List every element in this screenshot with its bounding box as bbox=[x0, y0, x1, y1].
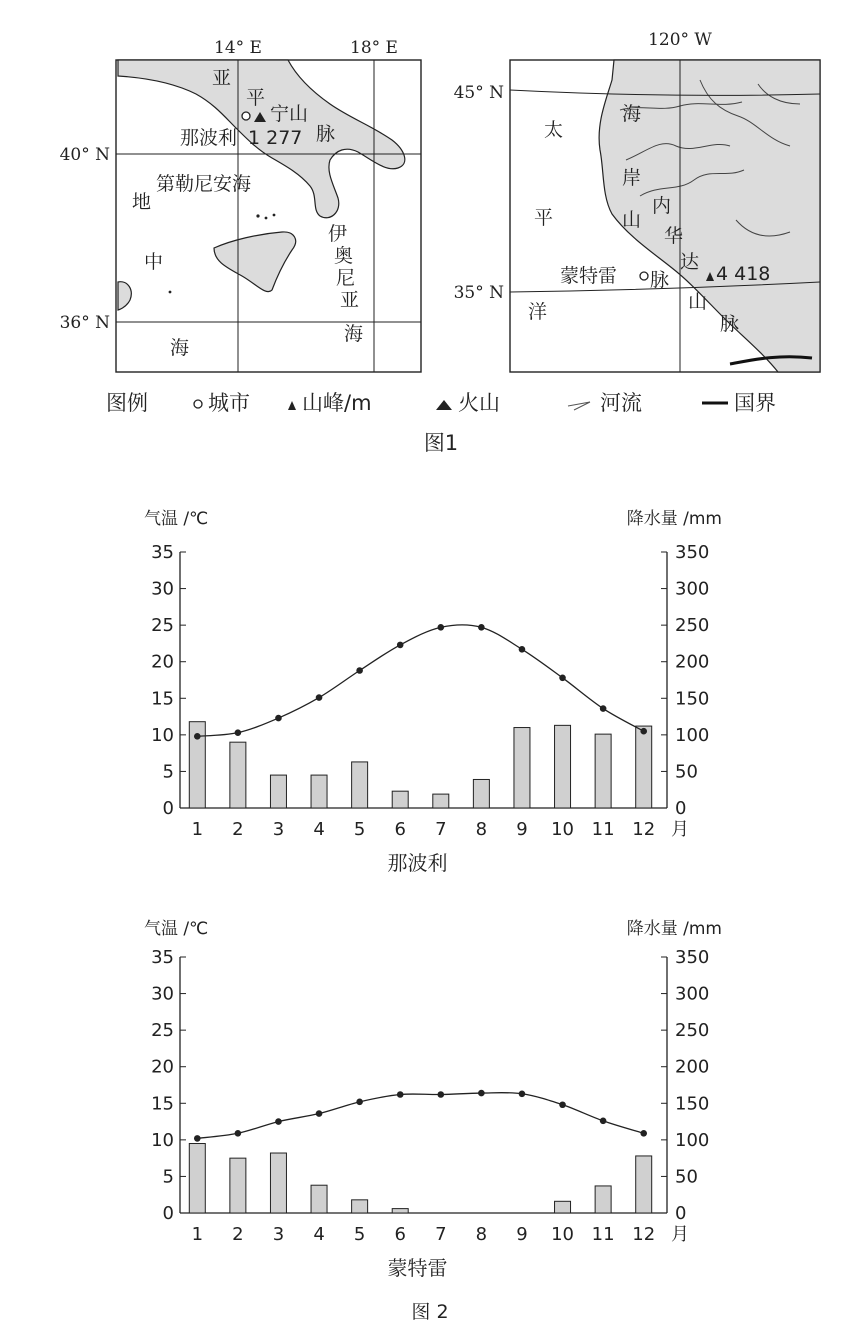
temperature-point bbox=[640, 728, 647, 735]
label-pacific-3: 洋 bbox=[528, 301, 548, 323]
label-apennines-3: 宁山 bbox=[270, 103, 309, 125]
chart-title: 那波利 bbox=[387, 851, 448, 875]
y-right-tick-label: 300 bbox=[675, 578, 710, 600]
x-tick-label: 10 bbox=[551, 1224, 574, 1245]
label-ionian-5: 海 bbox=[344, 323, 364, 345]
y-left-tick-label: 30 bbox=[151, 578, 174, 600]
x-tick-label: 1 bbox=[191, 1224, 204, 1245]
temperature-point bbox=[559, 675, 566, 682]
city-marker-monterey bbox=[640, 272, 648, 280]
temperature-point bbox=[275, 715, 282, 722]
y-right-tick-label: 300 bbox=[675, 983, 710, 1005]
temperature-line bbox=[197, 1093, 643, 1139]
island-dot bbox=[273, 214, 276, 217]
city-marker-naples bbox=[242, 112, 250, 120]
x-tick-label: 6 bbox=[394, 1224, 406, 1245]
temperature-point bbox=[640, 1130, 647, 1137]
map-italy bbox=[60, 38, 421, 372]
legend-border: 国界 bbox=[734, 391, 776, 415]
x-unit-label: 月 bbox=[671, 819, 689, 840]
y-left-tick-label: 20 bbox=[151, 1056, 174, 1078]
legend-peak-icon bbox=[288, 401, 296, 410]
lon-label-18e: 18° E bbox=[350, 38, 398, 58]
y-left-tick-label: 25 bbox=[151, 615, 174, 637]
label-pacific-2: 平 bbox=[534, 207, 554, 229]
chart-title: 蒙特雷 bbox=[387, 1256, 448, 1280]
label-apennines-2: 平 bbox=[246, 87, 266, 109]
y-left-tick-label: 30 bbox=[151, 983, 174, 1005]
x-unit-label: 月 bbox=[671, 1224, 689, 1245]
y-left-tick-label: 15 bbox=[151, 1093, 174, 1115]
label-ionian-3: 尼 bbox=[336, 267, 356, 289]
y-left-tick-label: 0 bbox=[162, 1203, 174, 1224]
legend-city: 城市 bbox=[208, 391, 250, 415]
label-coast-range-2: 岸 bbox=[622, 167, 642, 189]
temperature-point bbox=[235, 729, 242, 736]
legend-volcano-icon bbox=[436, 400, 452, 410]
temperature-point bbox=[397, 642, 404, 649]
y-left-tick-label: 25 bbox=[151, 1020, 174, 1042]
precip-bar bbox=[473, 779, 489, 808]
y-left-tick-label: 35 bbox=[151, 947, 174, 968]
y-right-tick-label: 250 bbox=[675, 615, 710, 637]
temperature-point bbox=[519, 1090, 526, 1097]
precip-bar bbox=[636, 1156, 652, 1213]
legend-peak: 山峰/m bbox=[302, 391, 372, 415]
temperature-point bbox=[437, 1091, 444, 1098]
y-left-tick-label: 5 bbox=[162, 1166, 174, 1188]
label-apennines-4: 脉 bbox=[316, 123, 336, 145]
y-right-tick-label: 50 bbox=[675, 1166, 698, 1188]
precip-bar bbox=[230, 1158, 246, 1213]
figure1-caption: 图1 bbox=[423, 431, 459, 455]
label-whitney-height: 4 418 bbox=[716, 263, 771, 285]
x-tick-label: 4 bbox=[313, 1224, 325, 1245]
label-ionian-2: 奥 bbox=[334, 245, 354, 267]
precip-bar bbox=[555, 725, 571, 808]
x-tick-label: 1 bbox=[191, 819, 204, 840]
temperature-point bbox=[316, 1110, 323, 1117]
x-tick-label: 9 bbox=[516, 1224, 528, 1245]
precip-bar bbox=[270, 775, 286, 808]
label-ionian-4: 亚 bbox=[340, 289, 360, 311]
x-tick-label: 5 bbox=[353, 1224, 366, 1245]
temperature-point bbox=[275, 1118, 282, 1125]
precip-bar bbox=[311, 1185, 327, 1213]
figure2-caption: 图 2 bbox=[411, 1301, 449, 1323]
temperature-point bbox=[600, 1118, 607, 1125]
y-right-axis-title: 降水量 /mm bbox=[626, 919, 722, 939]
label-med-1: 地 bbox=[132, 191, 152, 213]
y-left-tick-label: 10 bbox=[151, 724, 174, 746]
x-tick-label: 3 bbox=[272, 1224, 285, 1245]
lat-label-40n: 40° N bbox=[59, 145, 110, 165]
lat-label-45n: 45° N bbox=[453, 83, 504, 103]
lat-label-36n: 36° N bbox=[59, 313, 110, 333]
label-sierra-2: 华 bbox=[664, 225, 684, 247]
temperature-point bbox=[397, 1091, 404, 1098]
x-tick-label: 7 bbox=[435, 819, 447, 840]
label-coast-range-1: 海 bbox=[622, 103, 642, 125]
temperature-point bbox=[478, 624, 485, 631]
y-left-tick-label: 5 bbox=[162, 761, 174, 783]
precip-bar bbox=[311, 775, 327, 808]
x-tick-label: 2 bbox=[232, 1224, 244, 1245]
lon-label-120w: 120° W bbox=[648, 30, 712, 50]
precip-bar bbox=[352, 1200, 368, 1213]
precip-bar bbox=[595, 1186, 611, 1213]
y-right-tick-label: 250 bbox=[675, 1020, 710, 1042]
label-vesuvius-height: 1 277 bbox=[248, 127, 303, 149]
map-california bbox=[454, 30, 820, 372]
x-tick-label: 11 bbox=[591, 1224, 615, 1245]
x-tick-label: 12 bbox=[632, 1224, 656, 1245]
x-tick-label: 8 bbox=[475, 1224, 488, 1245]
y-left-tick-label: 10 bbox=[151, 1129, 174, 1151]
y-left-axis-title: 气温 /℃ bbox=[144, 919, 209, 939]
legend-volcano: 火山 bbox=[458, 391, 500, 415]
legend-river: 河流 bbox=[600, 391, 642, 415]
x-tick-label: 9 bbox=[516, 819, 528, 840]
x-tick-label: 11 bbox=[591, 819, 615, 840]
precip-bar bbox=[230, 742, 246, 808]
x-tick-label: 4 bbox=[313, 819, 325, 840]
y-right-tick-label: 200 bbox=[675, 651, 710, 673]
y-left-tick-label: 35 bbox=[151, 542, 174, 563]
precip-bar bbox=[189, 1144, 205, 1213]
label-med-2: 中 bbox=[144, 251, 164, 273]
temperature-point bbox=[519, 646, 526, 653]
precip-bar bbox=[433, 794, 449, 808]
label-monterey: 蒙特雷 bbox=[560, 265, 618, 287]
x-tick-label: 2 bbox=[232, 819, 244, 840]
precip-bar bbox=[392, 1209, 408, 1213]
precip-bar bbox=[636, 726, 652, 808]
temperature-point bbox=[356, 1099, 363, 1106]
label-naples: 那波利 bbox=[180, 127, 238, 149]
y-right-tick-label: 50 bbox=[675, 761, 698, 783]
x-tick-label: 8 bbox=[475, 819, 488, 840]
y-right-tick-label: 350 bbox=[675, 947, 710, 968]
climate-chart-naples bbox=[144, 509, 722, 875]
y-right-tick-label: 0 bbox=[675, 1203, 687, 1224]
x-tick-label: 10 bbox=[551, 819, 574, 840]
x-tick-label: 12 bbox=[632, 819, 656, 840]
y-left-tick-label: 0 bbox=[162, 798, 174, 819]
map-legend bbox=[106, 391, 776, 455]
legend-title: 图例 bbox=[106, 391, 148, 415]
temperature-point bbox=[437, 624, 444, 631]
climate-chart-monterey bbox=[144, 919, 722, 1280]
y-left-tick-label: 20 bbox=[151, 651, 174, 673]
precip-bar bbox=[514, 728, 530, 808]
temperature-point bbox=[356, 667, 363, 674]
label-sierra-4: 山 bbox=[688, 291, 708, 313]
label-med-3: 海 bbox=[170, 337, 190, 359]
precip-bar bbox=[595, 734, 611, 808]
y-right-axis-title: 降水量 /mm bbox=[626, 509, 722, 529]
temperature-line bbox=[197, 625, 643, 736]
temperature-point bbox=[559, 1101, 566, 1108]
temperature-point bbox=[316, 694, 323, 701]
y-right-tick-label: 150 bbox=[675, 688, 710, 710]
x-tick-label: 3 bbox=[272, 819, 285, 840]
lat-label-35n: 35° N bbox=[453, 283, 504, 303]
island-dot bbox=[265, 217, 268, 220]
temperature-point bbox=[478, 1090, 485, 1097]
temperature-point bbox=[194, 1135, 201, 1142]
legend-city-icon bbox=[194, 400, 202, 408]
temperature-point bbox=[194, 733, 201, 740]
label-apennines-1: 亚 bbox=[212, 67, 232, 89]
lon-label-14e: 14° E bbox=[214, 38, 262, 58]
label-coast-range-4: 脉 bbox=[650, 269, 670, 291]
label-tyrrhenian-sea: 第勒尼安海 bbox=[156, 173, 252, 195]
label-pacific-1: 太 bbox=[544, 119, 564, 141]
label-sierra-1: 内 bbox=[652, 195, 672, 217]
y-right-tick-label: 150 bbox=[675, 1093, 710, 1115]
y-left-tick-label: 15 bbox=[151, 688, 174, 710]
island-dot bbox=[256, 214, 259, 217]
y-right-tick-label: 100 bbox=[675, 724, 710, 746]
x-tick-label: 7 bbox=[435, 1224, 447, 1245]
y-left-axis-title: 气温 /℃ bbox=[144, 509, 209, 529]
precip-bar bbox=[270, 1153, 286, 1213]
precip-bar bbox=[555, 1201, 571, 1213]
y-right-tick-label: 100 bbox=[675, 1129, 710, 1151]
y-right-tick-label: 350 bbox=[675, 542, 710, 563]
island-dot bbox=[169, 291, 172, 294]
legend-river-icon bbox=[568, 402, 590, 410]
x-tick-label: 5 bbox=[353, 819, 366, 840]
label-sierra-5: 脉 bbox=[720, 313, 740, 335]
temperature-point bbox=[600, 705, 607, 712]
temperature-point bbox=[235, 1130, 242, 1137]
label-ionian-1: 伊 bbox=[328, 223, 348, 245]
y-right-tick-label: 0 bbox=[675, 798, 687, 819]
precip-bar bbox=[352, 762, 368, 808]
precip-bar bbox=[392, 791, 408, 808]
y-right-tick-label: 200 bbox=[675, 1056, 710, 1078]
label-coast-range-3: 山 bbox=[622, 209, 642, 231]
label-sierra-3: 达 bbox=[680, 251, 700, 273]
x-tick-label: 6 bbox=[394, 819, 406, 840]
